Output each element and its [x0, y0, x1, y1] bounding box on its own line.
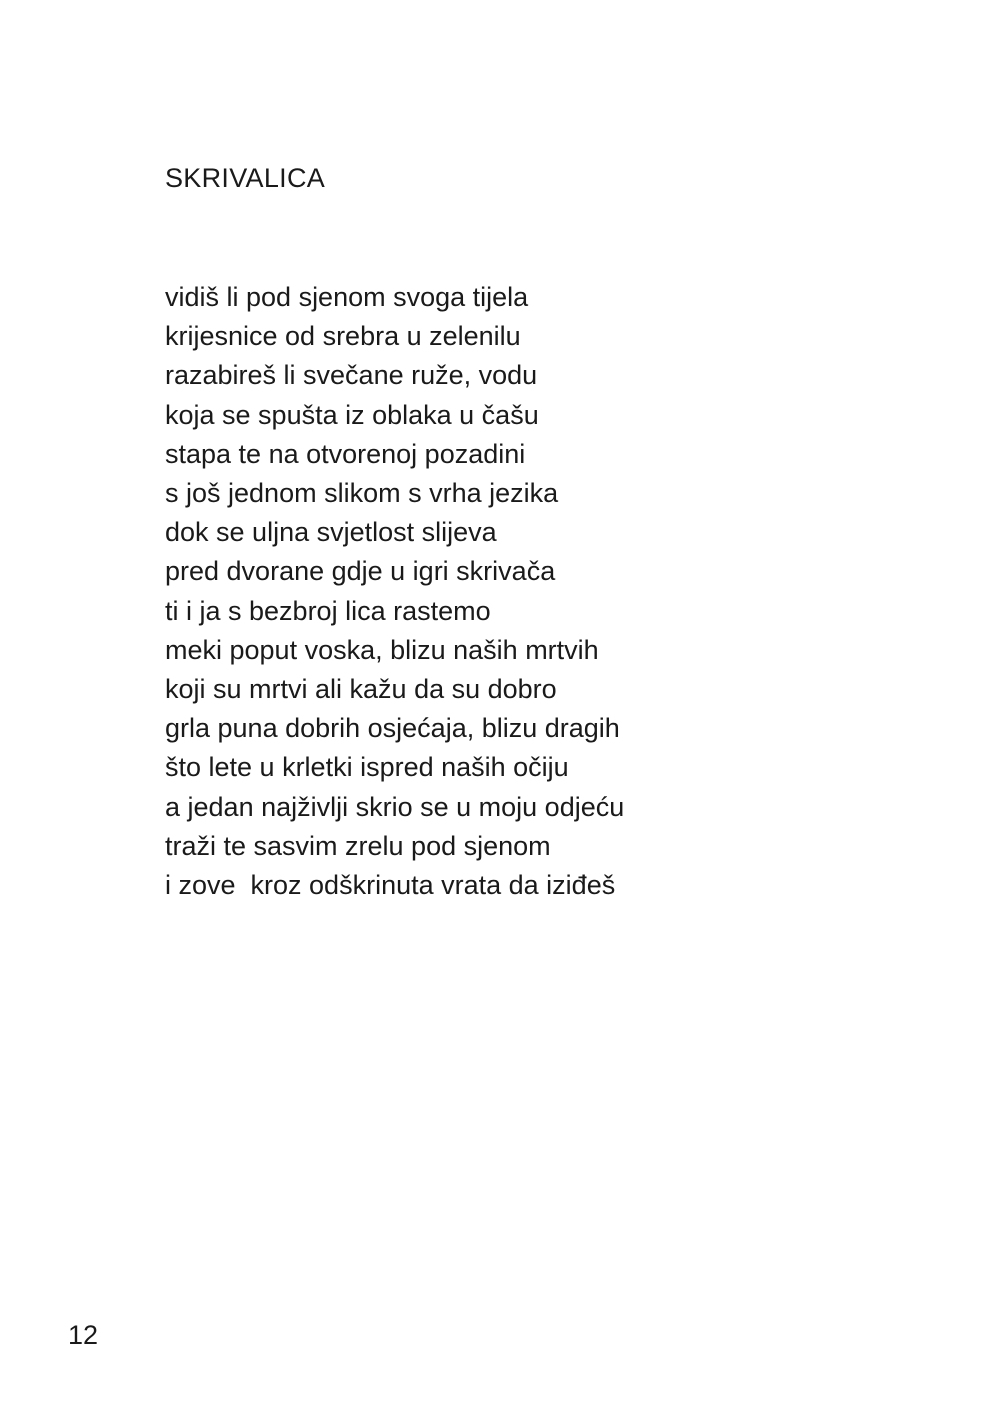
page-number: 12	[68, 1320, 99, 1350]
poem-line: grla puna dobrih osjećaja, blizu dragih	[165, 713, 620, 744]
poem-line: koji su mrtvi ali kažu da su dobro	[165, 674, 557, 705]
poem-line: vidiš li pod sjenom svoga tijela	[165, 282, 529, 312]
poem-line: s još jednom slikom s vrha jezika	[165, 478, 559, 509]
poem-line: koja se spušta iz oblaka u čašu	[165, 399, 539, 430]
poem-line: meki poput voska, blizu naših mrtvih	[165, 634, 599, 665]
poem-line: stapa te na otvorenoj pozadini	[165, 438, 526, 469]
poem-title: SKRIVALICA	[165, 163, 326, 193]
poem-line: krijesnice od srebra u zelenilu	[165, 321, 521, 352]
poem-line: pred dvorane gdje u igri skrivača	[165, 556, 556, 587]
poem-body	[165, 278, 624, 905]
poem-line: razabireš li svečane ruže, vodu	[165, 360, 538, 391]
poem-line: traži te sasvim zrelu pod sjenom	[165, 830, 551, 861]
poem-line: dok se uljna svjetlost slijeva	[165, 517, 497, 548]
poem-line: i zove kroz odškrinuta vrata da iziđeš	[165, 870, 616, 901]
poem-line: ti i ja s bezbroj lica rastemo	[165, 595, 491, 626]
poem-line: a jedan najživlji skrio se u moju odjeću	[165, 791, 625, 822]
poem-line: što lete u krletki ispred naših očiju	[165, 752, 569, 783]
